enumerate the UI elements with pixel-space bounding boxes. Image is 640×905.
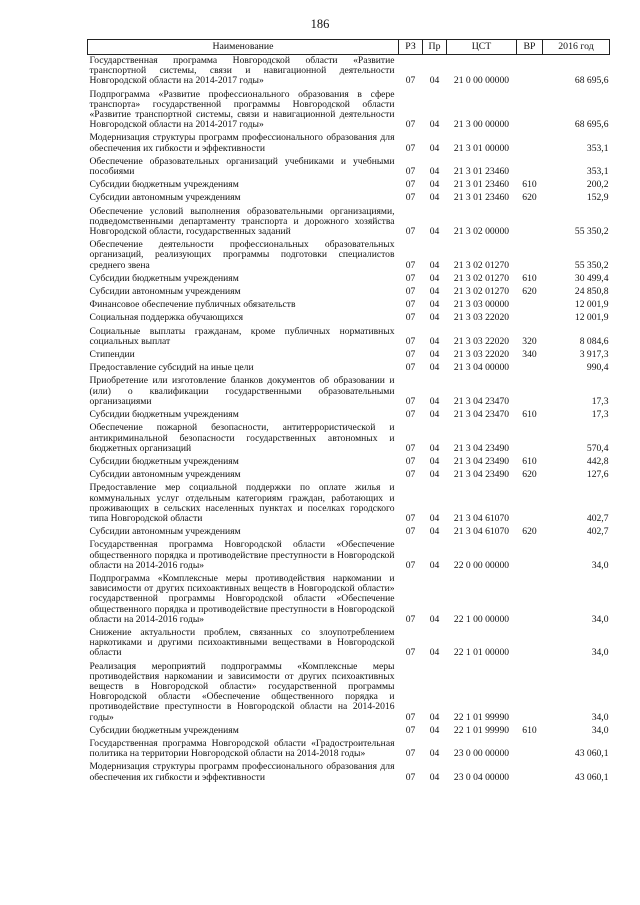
row-rz: 07 <box>405 259 416 271</box>
row-name: Субсидии бюджетным учреждениям <box>89 272 239 284</box>
row-vr: 620 <box>522 192 537 204</box>
row-name: Реализация мероприятий подпрограммы «Комплексные меры противодействия наркомании и зависимости от других психоактивных веществ в Новгородской области» государственной программы Новгородской области «Обеспечение общественного порядка и противодействие преступности в Новгородской области на 2014-2016 годы» <box>89 660 395 723</box>
row-rz: 07 <box>405 349 416 361</box>
row-name: Субсидии бюджетным учреждениям <box>89 724 239 736</box>
row-pr: 04 <box>429 559 440 571</box>
table-row <box>88 312 610 325</box>
row-rz: 07 <box>405 166 416 178</box>
row-rz: 07 <box>405 312 416 324</box>
row-pr: 04 <box>429 142 440 154</box>
row-rz: 07 <box>405 299 416 311</box>
row-vr <box>517 299 543 312</box>
row-pr: 04 <box>429 469 440 481</box>
table-row <box>88 482 610 526</box>
row-name: Субсидии автономным учреждениям <box>89 192 241 204</box>
row-sum: 55 350,2 <box>574 226 609 238</box>
row-cst: 22 1 01 99990 <box>453 724 510 736</box>
table-row <box>88 132 610 155</box>
table-row <box>88 299 610 312</box>
row-sum: 34,0 <box>591 711 609 723</box>
row-rz: 07 <box>405 362 416 374</box>
row-vr <box>517 761 543 784</box>
row-sum: 34,0 <box>591 647 609 659</box>
table-row <box>88 409 610 422</box>
row-rz: 07 <box>405 559 416 571</box>
row-rz: 07 <box>405 119 416 131</box>
table-row <box>88 55 610 89</box>
row-cst: 21 3 01 23460 <box>453 192 510 204</box>
row-pr: 04 <box>429 299 440 311</box>
row-vr: 610 <box>522 409 537 421</box>
row-name: Социальные выплаты гражданам, кроме публичных нормативных социальных выплат <box>89 325 395 347</box>
row-pr: 04 <box>429 711 440 723</box>
row-name: Обеспечение условий выполнения образовательными организациями, подведомственными департаменту транспорта и дорожного хозяйства Новгородской области, государственных заданий <box>89 205 395 238</box>
row-vr <box>517 89 543 133</box>
row-sum: 17,3 <box>591 395 609 407</box>
table-body <box>88 55 610 785</box>
table-row <box>88 661 610 725</box>
row-pr: 04 <box>429 613 440 625</box>
header-cst: ЦСТ <box>447 40 517 55</box>
row-pr: 04 <box>429 647 440 659</box>
row-rz: 07 <box>405 75 416 87</box>
row-sum: 990,4 <box>586 362 609 374</box>
table-row <box>88 156 610 179</box>
row-cst: 21 3 00 00000 <box>453 119 510 131</box>
row-sum: 55 350,2 <box>574 259 609 271</box>
table-row <box>88 761 610 784</box>
row-name: Подпрограмма «Развитие профессионального образования в сфере транспорта» государственной программы Новгородской области «Развитие транспортной системы, связи и навигационной деятельности Новгородской области на 2014-2017 годы» <box>89 88 395 131</box>
row-sum: 43 060,1 <box>574 748 609 760</box>
row-rz: 07 <box>405 613 416 625</box>
table-row <box>88 206 610 240</box>
row-vr <box>517 156 543 179</box>
row-name: Государственная программа Новгородской области «Развитие транспортной системы, связи и навигационной деятельности Новгородской области на 2014-2017 годы» <box>89 55 395 87</box>
row-cst: 21 3 01 00000 <box>453 142 510 154</box>
row-name: Стипендии <box>89 349 135 361</box>
row-rz: 07 <box>405 455 416 467</box>
row-sum: 570,4 <box>586 442 609 454</box>
table-row <box>88 239 610 273</box>
table-row <box>88 526 610 539</box>
row-cst: 21 3 04 61070 <box>453 526 510 538</box>
header-pr: Пр <box>423 40 447 55</box>
row-pr: 04 <box>429 259 440 271</box>
row-pr: 04 <box>429 442 440 454</box>
row-name: Снижение актуальности проблем, связанных со злоупотреблением наркотиками и другими психоактивными веществами в Новгородской области <box>89 626 395 659</box>
row-name: Субсидии бюджетным учреждениям <box>89 409 239 421</box>
row-sum: 34,0 <box>591 559 609 571</box>
table-row <box>88 273 610 286</box>
row-name: Субсидии автономным учреждениям <box>89 526 241 538</box>
header-sum: 2016 год <box>543 40 610 55</box>
page-number: 186 <box>310 17 330 31</box>
row-pr: 04 <box>429 312 440 324</box>
row-cst: 21 3 02 01270 <box>453 259 510 271</box>
row-vr <box>517 132 543 155</box>
row-vr: 320 <box>522 335 537 347</box>
row-sum: 24 850,8 <box>574 286 609 298</box>
row-rz: 07 <box>405 179 416 191</box>
row-cst: 21 3 04 00000 <box>453 362 510 374</box>
row-sum: 30 499,4 <box>574 272 609 284</box>
row-rz: 07 <box>405 526 416 538</box>
row-sum: 8 084,6 <box>579 335 609 347</box>
row-vr <box>517 738 543 761</box>
row-rz: 07 <box>405 711 416 723</box>
row-rz: 07 <box>405 469 416 481</box>
row-cst: 21 3 03 22020 <box>453 349 510 361</box>
row-sum: 34,0 <box>591 724 609 736</box>
row-vr <box>517 206 543 240</box>
row-vr <box>517 661 543 725</box>
table-header <box>88 40 610 55</box>
row-sum: 152,9 <box>586 192 609 204</box>
row-cst: 22 1 01 99990 <box>453 711 510 723</box>
row-sum: 68 695,6 <box>574 75 609 87</box>
row-vr <box>517 539 543 573</box>
row-cst: 21 3 04 23470 <box>453 409 510 421</box>
row-rz: 07 <box>405 286 416 298</box>
row-sum: 200,2 <box>586 179 609 191</box>
row-pr: 04 <box>429 455 440 467</box>
row-cst: 23 0 00 00000 <box>453 748 510 760</box>
row-pr: 04 <box>429 349 440 361</box>
row-pr: 04 <box>429 226 440 238</box>
table-row <box>88 349 610 362</box>
row-sum: 402,7 <box>586 526 609 538</box>
row-name: Обеспечение пожарной безопасности, антитеррористической и антикриминальной безопасности государственных автономных и бюджетных организаций <box>89 422 395 454</box>
row-pr: 04 <box>429 192 440 204</box>
table-row <box>88 179 610 192</box>
table-row <box>88 422 610 456</box>
header-rz: РЗ <box>399 40 423 55</box>
row-name: Финансовое обеспечение публичных обязательств <box>89 299 296 311</box>
table-row <box>88 326 610 349</box>
row-pr: 04 <box>429 179 440 191</box>
row-vr: 620 <box>522 469 537 481</box>
row-pr: 04 <box>429 748 440 760</box>
table-row <box>88 539 610 573</box>
row-cst: 21 3 01 23460 <box>453 179 510 191</box>
row-sum: 43 060,1 <box>574 771 609 783</box>
row-sum: 3 917,3 <box>579 349 609 361</box>
row-cst: 23 0 04 00000 <box>453 771 510 783</box>
row-pr: 04 <box>429 771 440 783</box>
row-cst: 21 3 04 61070 <box>453 512 510 524</box>
row-sum: 12 001,9 <box>574 299 609 311</box>
header-vr: ВР <box>517 40 543 55</box>
row-cst: 21 3 02 01270 <box>453 286 510 298</box>
row-rz: 07 <box>405 647 416 659</box>
row-name: Модернизация структуры программ профессионального образования для обеспечения их гибкости и эффективности <box>89 132 395 154</box>
row-cst: 21 3 04 23490 <box>453 469 510 481</box>
row-sum: 12 001,9 <box>574 312 609 324</box>
row-vr <box>517 422 543 456</box>
row-vr: 610 <box>522 272 537 284</box>
row-cst: 21 3 04 23470 <box>453 395 510 407</box>
row-rz: 07 <box>405 192 416 204</box>
table-row <box>88 627 610 661</box>
row-rz: 07 <box>405 395 416 407</box>
row-name: Подпрограмма «Комплексные меры противодействия наркомании и зависимости от других психоактивных веществ в Новгородской области» государственной программы Новгородской области «Обеспечение общественного порядка и противодействие преступности в Новгородской области на 2014-2016 годы» <box>89 572 395 625</box>
row-vr <box>517 482 543 526</box>
table-row <box>88 738 610 761</box>
table-row <box>88 573 610 627</box>
row-rz: 07 <box>405 748 416 760</box>
row-name: Обеспечение образовательных организаций учебниками и учебными пособиями <box>89 155 395 178</box>
row-rz: 07 <box>405 142 416 154</box>
row-pr: 04 <box>429 395 440 407</box>
row-sum: 402,7 <box>586 512 609 524</box>
row-rz: 07 <box>405 771 416 783</box>
row-name: Обеспечение деятельности профессиональных образовательных организаций, реализующих программы подготовки специалистов среднего звена <box>89 239 395 271</box>
row-cst: 21 3 02 00000 <box>453 226 510 238</box>
row-name: Предоставление мер социальной поддержки по оплате жилья и коммунальных услуг отдельным категориям граждан, работающих и проживающих в сельских населенных пунктах и поселках городского типа Новгородской области <box>89 482 395 524</box>
row-pr: 04 <box>429 335 440 347</box>
row-cst: 21 3 01 23460 <box>453 166 510 178</box>
row-cst: 21 0 00 00000 <box>453 75 510 87</box>
row-sum: 34,0 <box>591 613 609 625</box>
row-sum: 442,8 <box>586 455 609 467</box>
row-rz: 07 <box>405 442 416 454</box>
row-vr <box>517 573 543 627</box>
budget-table <box>87 39 610 785</box>
row-vr <box>517 312 543 325</box>
row-name: Приобретение или изготовление бланков документов об образовании и (или) о квалификации государственными образовательными организациями <box>89 375 395 407</box>
row-vr <box>517 55 543 89</box>
header-name: Наименование <box>88 40 399 55</box>
row-vr <box>517 375 543 409</box>
row-sum: 17,3 <box>591 409 609 421</box>
row-pr: 04 <box>429 724 440 736</box>
row-cst: 22 1 00 00000 <box>453 613 510 625</box>
row-vr <box>517 239 543 273</box>
row-rz: 07 <box>405 335 416 347</box>
table-row <box>88 469 610 482</box>
table-row <box>88 725 610 738</box>
row-cst: 22 0 00 00000 <box>453 559 510 571</box>
row-name: Социальная поддержка обучающихся <box>89 312 244 324</box>
table-row <box>88 89 610 133</box>
table-row <box>88 456 610 469</box>
row-rz: 07 <box>405 512 416 524</box>
row-pr: 04 <box>429 286 440 298</box>
table-row <box>88 192 610 205</box>
row-pr: 04 <box>429 526 440 538</box>
row-cst: 21 3 04 23490 <box>453 442 510 454</box>
row-sum: 353,1 <box>586 166 609 178</box>
row-name: Субсидии бюджетным учреждениям <box>89 455 239 467</box>
row-pr: 04 <box>429 362 440 374</box>
row-vr: 610 <box>522 455 537 467</box>
row-vr: 610 <box>522 179 537 191</box>
row-name: Субсидии автономным учреждениям <box>89 469 241 481</box>
row-pr: 04 <box>429 75 440 87</box>
row-cst: 21 3 04 23490 <box>453 455 510 467</box>
row-vr: 610 <box>522 724 537 736</box>
row-pr: 04 <box>429 119 440 131</box>
row-vr: 340 <box>522 349 537 361</box>
row-cst: 22 1 01 00000 <box>453 647 510 659</box>
row-rz: 07 <box>405 409 416 421</box>
row-name: Субсидии автономным учреждениям <box>89 286 241 298</box>
row-pr: 04 <box>429 272 440 284</box>
row-pr: 04 <box>429 512 440 524</box>
row-cst: 21 3 03 22020 <box>453 312 510 324</box>
table-row <box>88 286 610 299</box>
row-rz: 07 <box>405 272 416 284</box>
row-cst: 21 3 02 01270 <box>453 272 510 284</box>
row-sum: 68 695,6 <box>574 119 609 131</box>
row-name: Предоставление субсидий на иные цели <box>89 362 254 374</box>
row-rz: 07 <box>405 226 416 238</box>
row-vr <box>517 627 543 661</box>
row-cst: 21 3 03 22020 <box>453 335 510 347</box>
row-cst: 21 3 03 00000 <box>453 299 510 311</box>
row-sum: 353,1 <box>586 142 609 154</box>
row-sum: 127,6 <box>586 469 609 481</box>
row-name: Государственная программа Новгородской области «Обеспечение общественного порядка и противодействие преступности в Новгородской области на 2014-2016 годы» <box>89 539 395 571</box>
row-pr: 04 <box>429 166 440 178</box>
table-row <box>88 362 610 375</box>
row-vr: 620 <box>522 526 537 538</box>
row-name: Государственная программа Новгородской области «Градостроительная политика на территории Новгородской области на 2014-2018 годы» <box>89 737 395 760</box>
row-name: Субсидии бюджетным учреждениям <box>89 179 239 191</box>
row-pr: 04 <box>429 409 440 421</box>
row-rz: 07 <box>405 724 416 736</box>
row-vr: 620 <box>522 286 537 298</box>
row-vr <box>517 362 543 375</box>
table-row <box>88 375 610 409</box>
row-name: Модернизация структуры программ профессионального образования для обеспечения их гибкости и эффективности <box>89 761 395 783</box>
